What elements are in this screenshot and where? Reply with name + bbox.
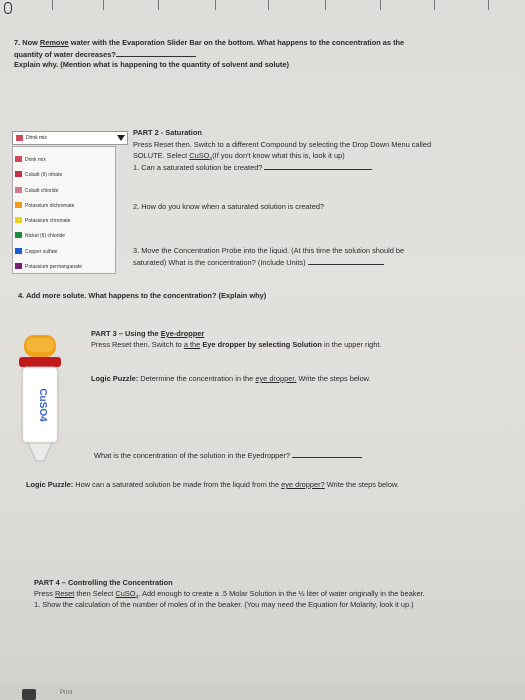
part2-line2: SOLUTE. Select CuSO$_4$(If you don't know what this is, look it up) [133, 151, 345, 163]
dropdown-selected-label: Drink mix [26, 135, 47, 141]
part4-line1: Press Reset then Select CuSO$_4$. Add enough to create a .5 Molar Solution in the ½ liter of water originally in the beaker. [34, 589, 425, 601]
dropdown-item[interactable]: Potassium permanganate [15, 262, 82, 272]
dropdown-item[interactable]: Potassium dichromate [15, 201, 74, 211]
part3-logic1: Logic Puzzle: Determine the concentration in the eye dropper. Write the steps below. [91, 374, 371, 383]
part2-q1: 1. Can a saturated solution be created? [133, 161, 372, 173]
swatch-icon [15, 187, 22, 193]
dropdown-item[interactable]: Copper sulfate [15, 247, 58, 257]
footer-text: Print [60, 690, 73, 696]
dropdown-item[interactable]: Potassium chromate [15, 216, 71, 226]
swatch-icon [15, 248, 22, 254]
part2-q4: 4. Add more solute. What happens to the concentration? (Explain why) [18, 291, 267, 300]
q7-line1: 7. Now Remove water with the Evaporation Slider Bar on the bottom. What happens to the concentration as the [14, 38, 405, 47]
swatch-icon [15, 232, 22, 238]
part2-title: PART 2 - Saturation [133, 128, 202, 137]
dropdown-item[interactable]: Drink mix [15, 155, 46, 165]
part4-line2: 1. Show the calculation of the number of moles of in the beaker. (You may need the Equation for Molarity, look it up.) [34, 600, 414, 609]
q7-line3: Explain why. (Mention what is happening to the quantity of solvent and solute) [14, 60, 289, 69]
part2-q3-line1: 3. Move the Concentration Probe into the liquid. (At this time the solution should be [133, 246, 405, 255]
swatch-icon [15, 263, 22, 269]
part2-q3-line2: saturated) What is the concentration? (Include Units) [133, 256, 384, 268]
drink-mix-swatch-icon [16, 135, 23, 141]
part2-q2: 2. How do you know when a saturated solution is created? [133, 202, 325, 211]
binder-tabs [0, 0, 525, 12]
part3-logic2: Logic Puzzle: How can a saturated solution be made from the liquid from the eye dropper? Write the steps below. [26, 480, 399, 489]
part4-title: PART 4 – Controlling the Concentration [34, 578, 173, 587]
paperclip-icon [4, 2, 12, 14]
footer-bar [0, 684, 525, 700]
q7-line2: quantity of water decreases? [14, 48, 196, 60]
swatch-icon [15, 156, 22, 162]
printer-icon[interactable] [22, 689, 36, 700]
part2-line1: Press Reset then. Switch to a different Compound by selecting the Drop Down Menu called [133, 140, 432, 149]
part3-line1: Press Reset then. Switch to a the Eye dropper by selecting Solution in the upper right. [91, 340, 382, 349]
chevron-down-icon[interactable] [117, 135, 125, 141]
swatch-icon [15, 202, 22, 208]
dropdown-item[interactable]: Nickel (II) chloride [15, 231, 65, 241]
dropdown-item[interactable]: Cobalt chloride [15, 186, 58, 196]
eyedropper-icon[interactable] [16, 335, 64, 463]
solute-dropdown[interactable] [12, 131, 128, 145]
part3-title: PART 3 – Using the Eye-dropper [91, 329, 205, 338]
swatch-icon [15, 217, 22, 223]
swatch-icon [15, 171, 22, 177]
dropdown-item[interactable]: Cobalt (II) nitrate [15, 170, 62, 180]
part3-concentration-question: What is the concentration of the solution in the Eyedropper? [94, 449, 362, 461]
dropper-label: CuSO4 [37, 388, 48, 422]
solute-dropdown-list [12, 146, 116, 274]
